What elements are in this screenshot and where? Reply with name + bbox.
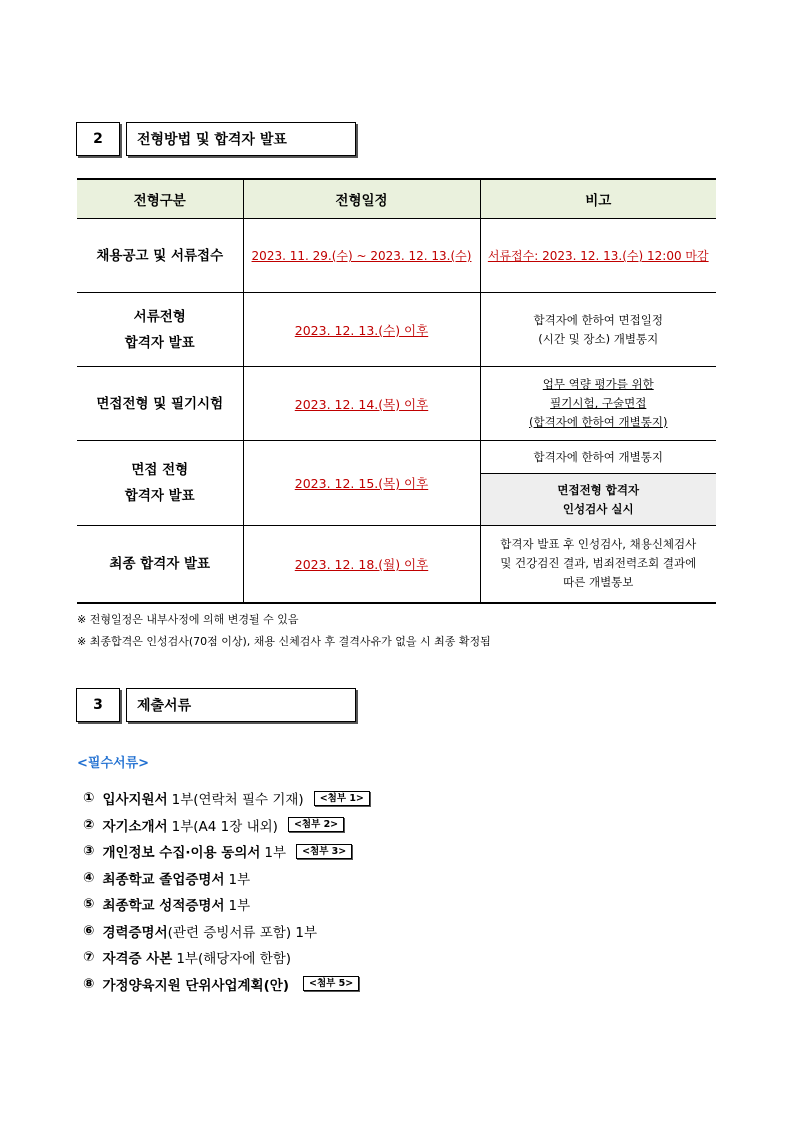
table-row (77, 219, 716, 293)
document-name: 자기소개서 (102, 818, 168, 835)
item-number: ④ (83, 869, 95, 886)
attachment-tag: <첨부 5> (303, 976, 359, 991)
stage-label: 최종 합격자 발표 (109, 555, 211, 572)
document-detail: (관련 증빙서류 포함) 1부 (167, 924, 318, 941)
list-item (83, 812, 370, 839)
date-cell: 2023. 12. 14.(목) 이후 (243, 367, 480, 441)
column-header: 비고 (480, 179, 716, 219)
list-item (83, 865, 370, 892)
attachment-tag: <첨부 1> (314, 791, 370, 806)
footnote: ※ 최종합격은 인성검사(70점 이상), 채용 신체검사 후 결격사유가 없을 시 최종 확정됨 (77, 635, 491, 648)
note-line: 인성검사 실시 (562, 501, 634, 516)
item-number: ③ (83, 843, 95, 860)
list-item (83, 838, 370, 865)
stage-label: 면접전형 및 필기시험 (96, 395, 224, 412)
stage-label: 합격자 발표 (124, 488, 195, 504)
table-header-row (77, 179, 716, 219)
footnote: ※ 전형일정은 내부사정에 의해 변경될 수 있음 (77, 613, 299, 626)
date-cell: 2023. 11. 29.(수) ~ 2023. 12. 13.(수) (243, 219, 480, 293)
document-name: 경력증명서 (102, 924, 168, 941)
list-item (83, 944, 370, 971)
section-title: 제출서류 (126, 688, 356, 722)
note-cell: 서류접수: 2023. 12. 13.(수) 12:00 마감 (480, 219, 716, 293)
note-line: (시간 및 장소) 개별통지 (538, 331, 659, 346)
note-line: (합격자에 한하여 개별통지) (529, 415, 668, 429)
table-row (77, 367, 716, 441)
note-cell (480, 293, 716, 367)
note-cell (480, 367, 716, 441)
section-number: 2 (76, 122, 120, 156)
note-line: 업무 역량 평가를 위한 (542, 377, 654, 391)
required-documents-title: <필수서류> (77, 756, 150, 771)
document-list (83, 785, 370, 997)
document-name: 자격증 사본 (102, 951, 173, 968)
section-3-header (76, 688, 356, 722)
note-line: 따른 개별통보 (563, 575, 634, 590)
document-detail: 1부(A4 1장 내외) (171, 818, 278, 835)
item-number: ⑧ (83, 975, 95, 992)
list-item (83, 918, 370, 945)
table-row (77, 293, 716, 367)
date-cell: 2023. 12. 13.(수) 이후 (243, 293, 480, 367)
stage-cell (77, 219, 243, 293)
column-header: 전형일정 (243, 179, 480, 219)
document-detail: 1부(연락처 필수 기재) (171, 792, 304, 809)
document-detail: 1부(해당자에 한함) (176, 951, 292, 968)
stage-cell (77, 367, 243, 441)
date-cell: 2023. 12. 15.(목) 이후 (243, 441, 480, 526)
section-2-header (76, 122, 356, 156)
document-name: 입사지원서 (102, 792, 168, 809)
note-cell (480, 526, 716, 603)
table-row (77, 441, 716, 474)
list-item (83, 785, 370, 812)
note-line: 합격자에 한하여 면접일정 (533, 312, 663, 327)
note-cell: 합격자에 한하여 개별통지 (480, 441, 716, 474)
note-line: 필기시험, 구술면접 (550, 396, 647, 410)
document-name: 가정양육지원 단위사업계획(안) (102, 977, 290, 994)
stage-cell (77, 293, 243, 367)
note-line: 면접전형 합격자 (557, 482, 640, 497)
attachment-tag: <첨부 2> (288, 817, 344, 832)
section-number: 3 (76, 688, 120, 722)
stage-label: 합격자 발표 (124, 334, 195, 351)
document-detail: 1부 (264, 845, 287, 862)
stage-label: 채용공고 및 서류접수 (96, 247, 224, 264)
item-number: ② (83, 816, 95, 833)
schedule-table (77, 178, 716, 604)
attachment-tag: <첨부 3> (296, 844, 352, 859)
stage-cell (77, 441, 243, 526)
stage-cell (77, 526, 243, 603)
document-name: 개인정보 수집·이용 동의서 (102, 845, 261, 862)
note-cell-highlight (480, 474, 716, 526)
list-item (83, 971, 370, 998)
item-number: ⑥ (83, 922, 95, 939)
list-item (83, 891, 370, 918)
section-title: 전형방법 및 합격자 발표 (126, 122, 356, 156)
stage-label: 면접 전형 (131, 462, 189, 478)
item-number: ⑤ (83, 896, 95, 913)
document-detail: 1부 (228, 871, 251, 888)
document-name: 최종학교 졸업증명서 (102, 871, 225, 888)
item-number: ⑦ (83, 949, 95, 966)
table-row (77, 526, 716, 603)
note-line: 합격자 발표 후 인성검사, 채용신체검사 (500, 537, 697, 552)
document-name: 최종학교 성적증명서 (102, 898, 225, 915)
note-line: 및 건강검진 결과, 범죄전력조회 결과에 (500, 556, 697, 571)
document-detail: 1부 (228, 898, 251, 915)
item-number: ① (83, 790, 95, 807)
column-header: 전형구분 (77, 179, 243, 219)
stage-label: 서류전형 (133, 308, 186, 325)
date-cell: 2023. 12. 18.(월) 이후 (243, 526, 480, 603)
